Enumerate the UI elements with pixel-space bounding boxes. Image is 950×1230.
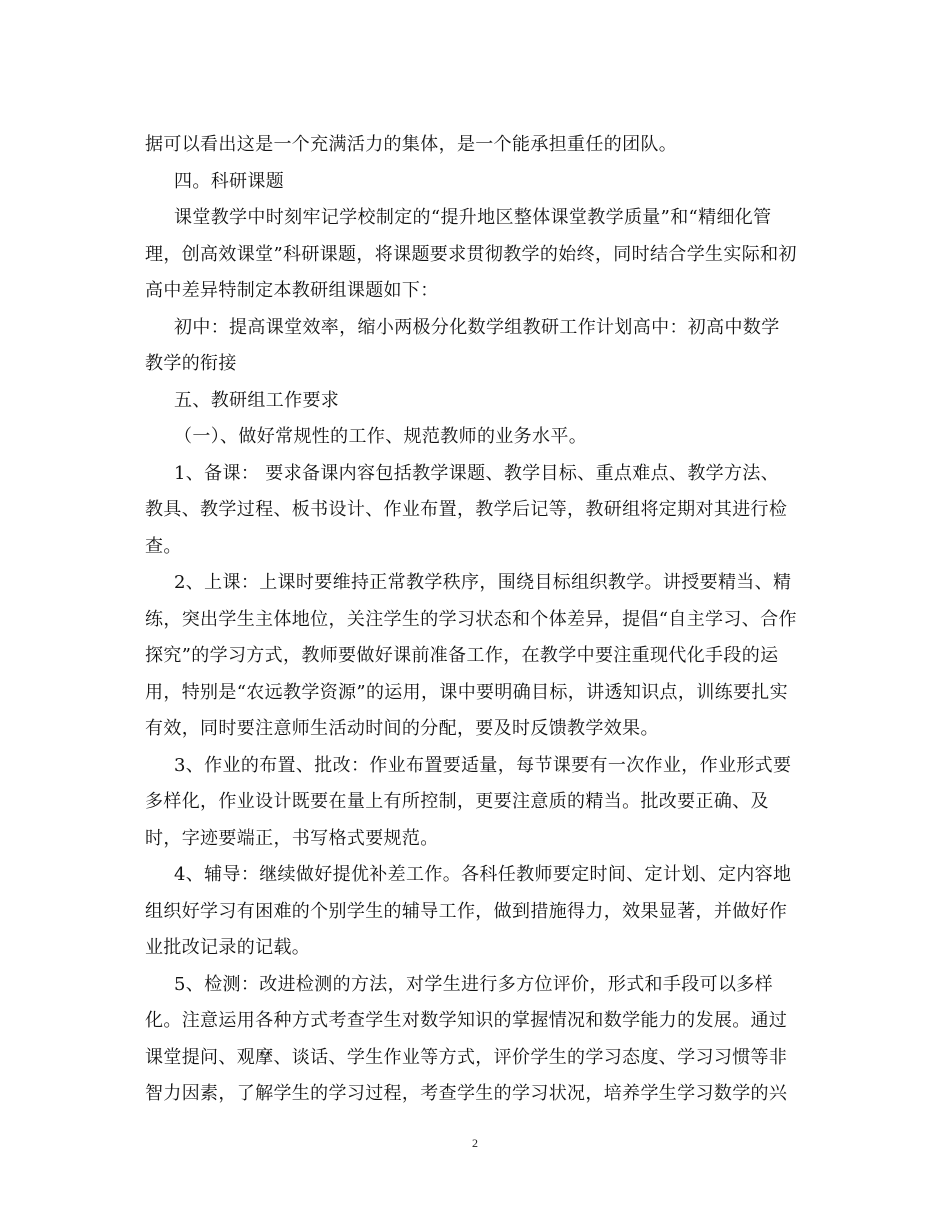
text-line: 4、辅导：继续做好提优补差工作。各科任教师要定时间、定计划、定内容地 <box>174 864 792 885</box>
text-line: 理，创高效课堂”科研课题，将课题要求贯彻教学的始终，同时结合学生实际和初 <box>145 243 797 265</box>
text-line: 查。 <box>145 535 182 557</box>
text-line: 有效，同时要注意师生活动时间的分配，要及时反馈教学效果。 <box>145 718 659 739</box>
subsection-heading: （一）、做好常规性的工作、规范教师的业务水平。 <box>174 426 588 447</box>
text-line: 练，突出学生主体地位，关注学生的学习状态和个体差异，提倡“自主学习、合作 <box>145 608 797 630</box>
text-line: 探究”的学习方式，教师要做好课前准备工作，在教学中要注重现代化手段的运 <box>145 645 779 666</box>
section-heading-requirements: 五、教研组工作要求 <box>174 389 340 411</box>
text-line: 初中：提高课堂效率，缩小两极分化数学组教研工作计划高中：初高中数学 <box>174 316 780 338</box>
text-line: 1、备课： 要求备课内容包括教学课题、教学目标、重点难点、教学方法、 <box>174 462 780 484</box>
text-line: 时，字迹要端正，书写格式要规范。 <box>145 827 439 849</box>
text-line: 课堂提问、观摩、谈话、学生作业等方式，评价学生的学习态度、学习习惯等非 <box>145 1046 788 1068</box>
text-line: 据可以看出这是一个充满活力的集体，是一个能承担重任的团队。 <box>145 134 678 155</box>
section-heading-research: 四。科研课题 <box>174 170 285 192</box>
text-line: 教具、教学过程、板书设计、作业布置，教学后记等，教研组将定期对其进行检 <box>145 499 788 520</box>
text-line: 高中差异特制定本教研组课题如下： <box>145 280 439 301</box>
text-line: 化。注意运用各种方式考查学生对数学知识的掌握情况和数学能力的发展。通过 <box>145 1010 788 1031</box>
text-line: 3、作业的布置、批改：作业布置要适量，每节课要有一次作业，作业形式要 <box>174 754 792 776</box>
text-line: 组织好学习有困难的个别学生的辅导工作，做到措施得力，效果显著，并做好作 <box>145 900 788 922</box>
text-line: 用，特别是“农远教学资源”的运用，课中要明确目标，讲透知识点，训练要扎实 <box>145 681 789 703</box>
text-line: 多样化，作业设计既要在量上有所控制，更要注意质的精当。批改要正确、及 <box>145 791 769 812</box>
text-line: 5、检测：改进检测的方法，对学生进行多方位评价，形式和手段可以多样 <box>174 973 773 995</box>
text-line: 业批改记录的记载。 <box>145 937 311 958</box>
text-line: 2、上课：上课时要维持正常教学秩序，围绕目标组织教学。讲授要精当、精 <box>174 572 792 593</box>
document-body <box>145 127 810 1113</box>
text-line: 课堂教学中时刻牢记学校制定的“提升地区整体课堂教学质量”和“精细化管 <box>174 207 772 228</box>
page-number: 2 <box>472 1136 478 1150</box>
text-line: 教学的衔接 <box>145 353 237 374</box>
text-line: 智力因素，了解学生的学习过程，考查学生的学习状况，培养学生学习数学的兴 <box>145 1083 788 1104</box>
